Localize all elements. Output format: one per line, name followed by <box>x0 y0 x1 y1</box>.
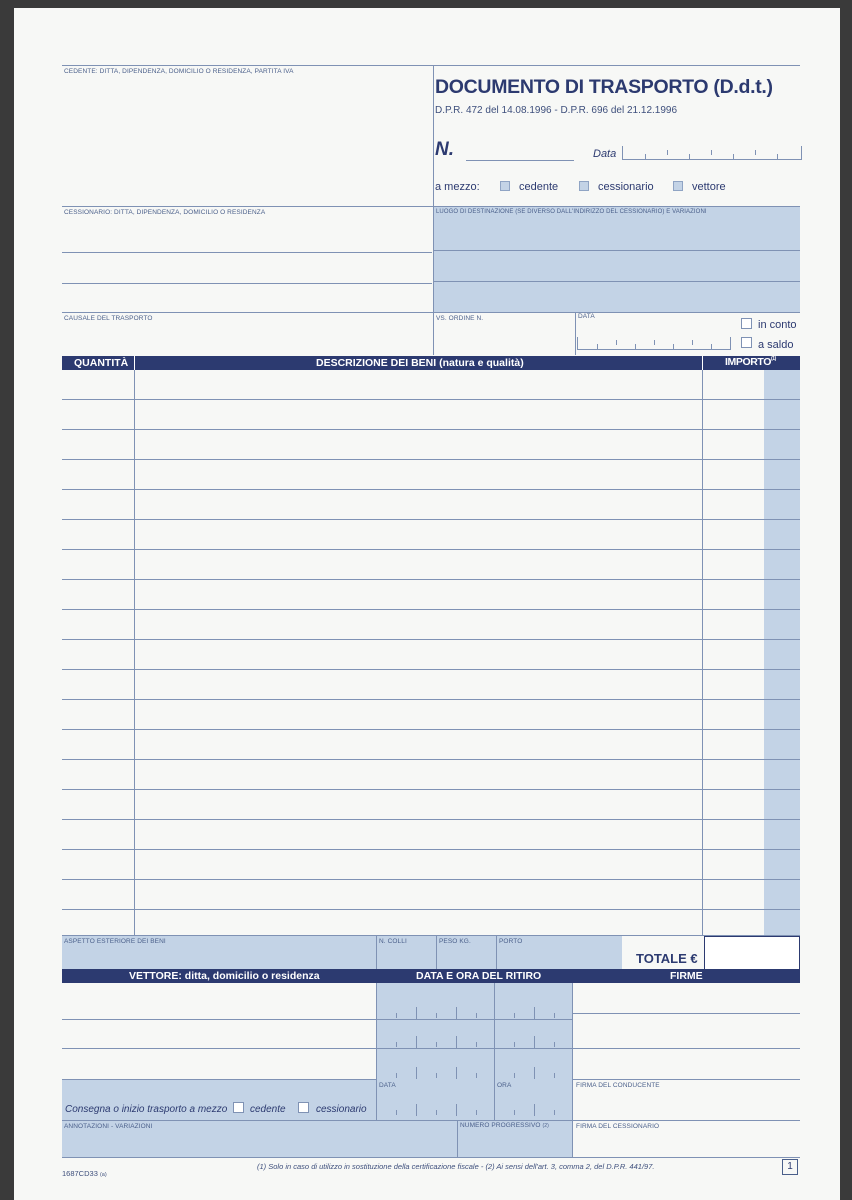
page-number: 1 <box>782 1159 798 1175</box>
bottom-rule <box>62 1157 800 1158</box>
firme-line-2 <box>572 1048 800 1049</box>
colli-label: N. COLLI <box>379 938 407 945</box>
progressivo-divider <box>457 1120 458 1157</box>
ora-label: ORA <box>497 1082 512 1089</box>
header-sep-1 <box>134 356 135 370</box>
mezzo-vettore-label: vettore <box>692 181 726 193</box>
in-conto-checkbox[interactable] <box>741 318 752 329</box>
mezzo-cessionario-checkbox[interactable] <box>579 181 589 191</box>
aspetto-rule <box>62 935 800 936</box>
porto-label: PORTO <box>499 938 523 945</box>
aspetto-label: ASPETTO ESTERIORE DEI BENI <box>64 938 166 945</box>
cessionario-line-2[interactable] <box>62 283 432 284</box>
porto-divider <box>496 935 497 969</box>
ritiro-header: DATA E ORA DEL RITIRO <box>416 970 542 982</box>
causale-label: CAUSALE DEL TRASPORTO <box>64 315 153 322</box>
col-descrizione-header: DESCRIZIONE DEI BENI (natura e qualità) <box>316 357 524 369</box>
firma-cessionario-label: FIRMA DEL CESSIONARIO <box>576 1123 660 1130</box>
progressivo-label: NUMERO PROGRESSIVO (2) <box>460 1122 549 1129</box>
document-subtitle: D.P.R. 472 del 14.08.1996 - D.P.R. 696 del 21.12.1996 <box>435 105 678 116</box>
date-field[interactable] <box>622 146 802 160</box>
ritiro-right-line <box>572 983 573 1120</box>
table-row[interactable] <box>62 669 800 670</box>
firma-conducente-label: FIRMA DEL CONDUCENTE <box>576 1082 660 1089</box>
causale-rule <box>62 312 800 313</box>
in-conto-label: in conto <box>758 319 797 331</box>
document-page <box>14 8 840 1200</box>
table-row[interactable] <box>62 609 800 610</box>
firma-cessionario-field[interactable] <box>574 1132 798 1156</box>
firma-conducente-field[interactable] <box>574 1090 798 1118</box>
cedente-label: CEDENTE: DITTA, DIPENDENZA, DOMICILIO O RESIDENZA, PARTITA IVA <box>64 68 294 75</box>
col-quantita-header: QUANTITÀ <box>74 357 129 369</box>
ritiro-ticks <box>376 983 572 1120</box>
ordine-divider <box>575 312 576 355</box>
table-row[interactable] <box>62 579 800 580</box>
firme-header: FIRME <box>670 970 703 982</box>
consegna-cedente-label: cedente <box>250 1104 286 1115</box>
form-code: 1687CD33 (a) <box>62 1169 107 1178</box>
totale-label: TOTALE € <box>636 951 698 966</box>
table-row[interactable] <box>62 429 800 430</box>
number-field[interactable] <box>466 160 574 161</box>
destinazione-label: LUOGO DI DESTINAZIONE (SE DIVERSO DALL'INDIRIZZO DEL CESSIONARIO) E VARIAZIONI <box>436 209 707 215</box>
table-row[interactable] <box>62 549 800 550</box>
consegna-cessionario-label: cessionario <box>316 1104 367 1115</box>
table-row[interactable] <box>62 909 800 910</box>
peso-label: PESO KG. <box>439 938 471 945</box>
ordine-data-label: DATA <box>578 313 595 320</box>
table-row[interactable] <box>62 759 800 760</box>
totale-field[interactable] <box>704 936 800 969</box>
mezzo-cedente-label: cedente <box>519 181 559 193</box>
firme-line-1 <box>572 1013 800 1014</box>
table-row[interactable] <box>62 459 800 460</box>
peso-divider <box>436 935 437 969</box>
mezzo-cedente-checkbox[interactable] <box>500 181 510 191</box>
consegna-label: Consegna o inizio trasporto a mezzo <box>65 1104 228 1115</box>
consegna-cedente-checkbox[interactable] <box>233 1102 244 1113</box>
destinazione-line-1 <box>434 250 800 251</box>
a-saldo-label: a saldo <box>758 339 794 351</box>
table-row[interactable] <box>62 399 800 400</box>
cessionario-line-1[interactable] <box>62 252 432 253</box>
table-row[interactable] <box>62 699 800 700</box>
cessionario-label: CESSIONARIO: DITTA, DIPENDENZA, DOMICILIO O RESIDENZA <box>64 209 266 216</box>
cessionario-firma-divider <box>572 1120 573 1157</box>
table-row[interactable] <box>62 489 800 490</box>
vettore-line-2[interactable] <box>62 1048 376 1049</box>
annotazioni-label: ANNOTAZIONI - VARIAZIONI <box>64 1123 153 1130</box>
date-label: Data <box>593 148 617 160</box>
mezzo-vettore-checkbox[interactable] <box>673 181 683 191</box>
table-row[interactable] <box>62 729 800 730</box>
header-sep-2 <box>702 356 703 370</box>
table-row[interactable] <box>62 849 800 850</box>
consegna-cessionario-checkbox[interactable] <box>298 1102 309 1113</box>
footer-note: (1) Solo in caso di utilizzo in sostituzione della certificazione fiscale - (2) Ai sensi dell'art. 3, comma 2, del D.P.R. 441/97. <box>257 1162 655 1171</box>
top-rule <box>62 65 800 66</box>
table-row[interactable] <box>62 879 800 880</box>
destinazione-line-2 <box>434 281 800 282</box>
vettore-header: VETTORE: ditta, domicilio o residenza <box>129 970 320 982</box>
a-mezzo-label: a mezzo: <box>435 181 480 193</box>
document-title: DOCUMENTO DI TRASPORTO (D.d.t.) <box>435 76 773 98</box>
table-row[interactable] <box>62 639 800 640</box>
data-label: DATA <box>379 1082 396 1089</box>
colli-divider <box>376 935 377 969</box>
table-row[interactable] <box>62 819 800 820</box>
col-importo-header: IMPORTO$^{(1)}$ <box>725 356 776 368</box>
destinazione-field[interactable] <box>434 207 800 312</box>
number-label: N. <box>435 139 454 160</box>
mezzo-cessionario-label: cessionario <box>598 181 654 193</box>
vettore-line-1[interactable] <box>62 1019 376 1020</box>
ordine-label: VS. ORDINE N. <box>436 315 484 322</box>
table-row[interactable] <box>62 519 800 520</box>
table-body <box>62 370 800 935</box>
ordine-data-field[interactable] <box>577 337 731 350</box>
a-saldo-checkbox[interactable] <box>741 337 752 348</box>
table-row[interactable] <box>62 789 800 790</box>
